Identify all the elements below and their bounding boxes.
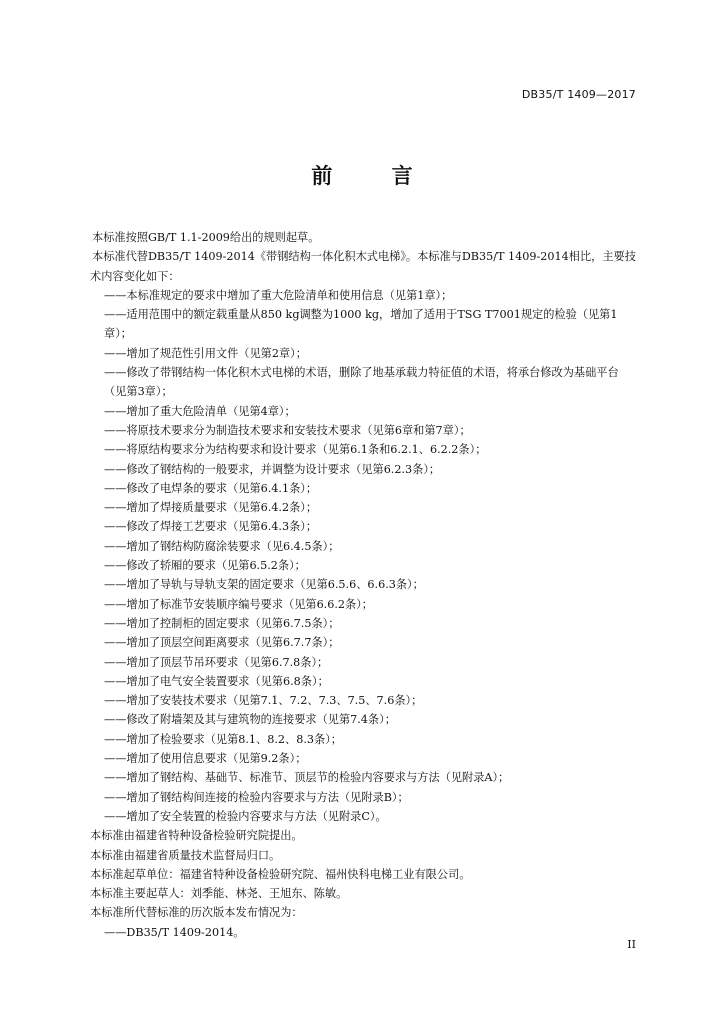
list-item: ——增加了使用信息要求（见第9.2条）；: [104, 752, 307, 766]
list-item: ——修改了电焊条的要求（见第6.4.1条）；: [104, 481, 318, 495]
paragraph: 本标准代替DB35/T 1409-2014《带钢结构一体化积木式电梯》。本标准与DB35/T 1409-2014相比，主要技术内容变化如下：: [90, 250, 636, 283]
list-item: ——增加了焊接质量要求（见第6.4.2条）；: [104, 501, 318, 515]
paragraph: 本标准由福建省特种设备检验研究院提出。: [90, 829, 303, 843]
list-item: ——适用范围中的额定载重量从850 kg调整为1000 kg，增加了适用于TSG T7001规定的检验（见第1章）；: [104, 308, 618, 341]
list-item: ——将原技术要求分为制造技术要求和安装技术要求（见第6章和第7章）；: [104, 423, 471, 437]
paragraph: 本标准起草单位：福建省特种设备检验研究院、福州快科电梯工业有限公司。: [90, 867, 471, 881]
paragraph: 本标准按照GB/T 1.1-2009给出的规则起草。: [92, 231, 320, 244]
standard-code-header: DB35/T 1409—2017: [521, 88, 636, 101]
list-item: ——增加了顶层空间距离要求（见第6.7.7条）；: [104, 636, 340, 650]
document-body: [90, 228, 638, 942]
list-item: ——增加了安全装置的检验内容要求与方法（见附录C）。: [104, 809, 387, 823]
list-item: ——增加了控制柜的固定要求（见第6.7.5条）；: [104, 616, 340, 630]
list-item: ——增加了钢结构间连接的检验内容要求与方法（见附录B）；: [104, 790, 409, 804]
list-item: ——增加了导轨与导轨支架的固定要求（见第6.5.6、6.6.3条）；: [104, 578, 424, 592]
list-item: ——增加了检验要求（见第8.1、8.2、8.3条）；: [104, 732, 342, 746]
list-item: ——DB35/T 1409-2014。: [104, 925, 245, 939]
list-item: ——修改了焊接工艺要求（见第6.4.3条）；: [104, 520, 318, 534]
list-item: ——增加了钢结构、基础节、标准节、顶层节的检验内容要求与方法（见附录A）；: [104, 771, 510, 785]
list-item: ——增加了规范性引用文件（见第2章）；: [104, 346, 307, 360]
list-item: ——增加了顶层节吊环要求（见第6.7.8条）；: [104, 655, 329, 669]
list-item: ——增加了标准节安装顺序编号要求（见第6.6.2条）；: [104, 597, 373, 611]
changes-list: [90, 286, 638, 826]
page-number: II: [627, 938, 636, 951]
list-item: ——修改了钢结构的一般要求，并调整为设计要求（见第6.2.3条）；: [104, 462, 441, 476]
paragraph: 本标准由福建省质量技术监督局归口。: [90, 848, 281, 862]
list-item: ——增加了电气安全装置要求（见第6.8条）；: [104, 674, 329, 688]
list-item: ——修改了附墙架及其与建筑物的连接要求（见第7.4条）；: [104, 713, 396, 727]
list-item: ——增加了安装技术要求（见第7.1、7.2、7.3、7.5、7.6条）；: [104, 694, 423, 708]
list-item: ——将原结构要求分为结构要求和设计要求（见第6.1条和6.2.1、6.2.2条）；: [104, 443, 487, 457]
list-item: ——本标准规定的要求中增加了重大危险清单和使用信息（见第1章）；: [104, 288, 453, 302]
paragraph: 本标准主要起草人：刘季能、林尧、王旭东、陈敏。: [90, 887, 348, 901]
list-item: ——修改了带钢结构一体化积木式电梯的术语，删除了地基承载力特征值的术语，将承台修改为基础平台（见第3章）；: [104, 366, 619, 399]
page-title: 前 言: [311, 164, 439, 188]
list-item: ——增加了重大危险清单（见第4章）；: [104, 404, 296, 418]
list-item: ——修改了轿厢的要求（见第6.5.2条）；: [104, 559, 306, 573]
paragraph: 本标准所代替标准的历次版本发布情况为：: [90, 906, 303, 920]
list-item: ——增加了钢结构防腐涂装要求（见6.4.5条）；: [104, 539, 340, 553]
